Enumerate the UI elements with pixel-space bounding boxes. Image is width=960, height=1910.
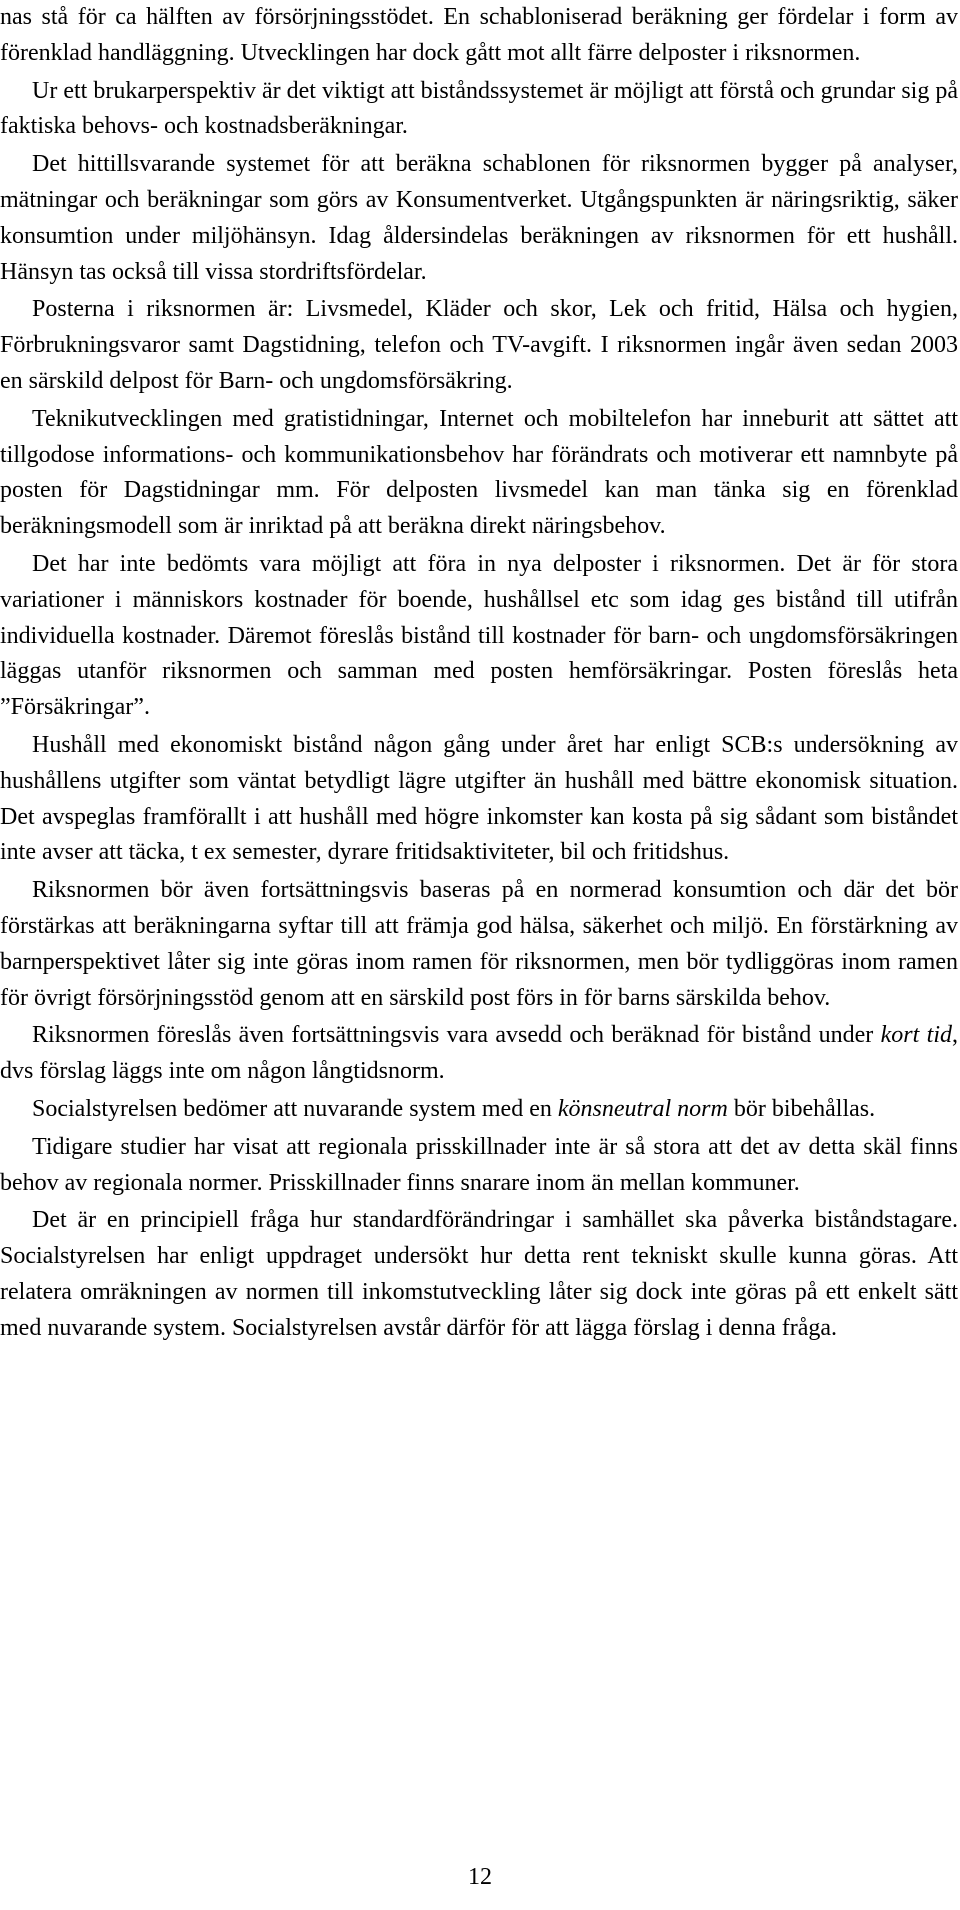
paragraph-7: Hushåll med ekonomiskt bistånd någon gång under året har enligt SCB:s undersökning av hushållens utgifter som väntat betydligt lägre utgifter än hushåll med bättre ekonomisk situation. Det avspeglas framförallt i att hushåll med högre inkomster kan kosta på sig sådant som biståndet inte avser att täcka, t ex semester, dyrare fritidsaktiviteter, bil och fritidshus.	[0, 731, 958, 866]
paragraph-12: Det är en principiell fråga hur standardförändringar i samhället ska påverka biståndstagare. Socialstyrelsen har enligt uppdraget undersökt hur detta rent tekniskt skulle kunna göras. Att relatera omräkningen av normen till inkomstutveckling låter sig dock inte göras på ett enkelt sätt med nuvarande system. Socialstyrelsen avstår därför för att lägga förslag i denna fråga.	[0, 1207, 958, 1341]
paragraph-5: Teknikutvecklingen med gratistidningar, Internet och mobiltelefon har inneburit att sättet att tillgodose informations- och kommunikationsbehov har förändrats och motiverar ett namnbyte på posten för Dagstidningar mm. För delposten livsmedel kan man tänka sig en förenklad beräkningsmodell som är inriktad på att beräkna direkt näringsbehov.	[0, 405, 958, 540]
paragraph-8: Riksnormen bör även fortsättningsvis baseras på en normerad konsumtion och där det bör förstärkas att beräkningarna syftar till att främja god hälsa, säkerhet och miljö. En förstärkning av barnperspektivet låter sig inte göras inom ramen för riksnormen, men bör tydliggöras inom ramen för övrigt försörjningsstöd genom att en särskild post förs in för barns särskilda behov.	[0, 877, 958, 1011]
paragraph-10	[0, 1092, 958, 1128]
paragraph-9	[0, 1018, 958, 1090]
paragraph-3: Det hittillsvarande systemet för att beräkna schablonen för riksnormen bygger på analyser, mätningar och beräkningar som görs av Konsumentverket. Utgångspunkten är näringsriktig, säker konsumtion under miljöhänsyn. Idag åldersindelas beräkningen av riksnormen för ett hushåll. Hänsyn tas också till vissa stordriftsfördelar.	[0, 151, 958, 285]
paragraph-11: Tidigare studier har visat att regionala prisskillnader inte är så stora att det av detta skäl finns behov av regionala normer. Prisskillnader finns snarare inom än mellan kommuner.	[0, 1133, 958, 1196]
paragraph-6: Det har inte bedömts vara möjligt att föra in nya delposter i riksnormen. Det är för stora variationer i människors kostnader för boende, hushållsel etc som idag ges bistånd till utifrån individuella kostnader. Däremot föreslås bistånd till kostnader för barn- och ungdomsförsäkringen läggas utanför riksnormen och samman med posten hemförsäkringar. Posten föreslås heta ”Försäkringar”.	[0, 550, 958, 721]
page-number: 12	[468, 1864, 492, 1890]
paragraph-2: Ur ett brukarperspektiv är det viktigt att biståndssystemet är möjligt att förstå och grundar sig på faktiska behovs- och kostnadsberäkningar.	[0, 77, 958, 140]
paragraph-10-emphasis: könsneutral norm	[557, 1095, 728, 1122]
paragraph-9-emphasis: kort tid	[880, 1022, 953, 1049]
paragraph-1: nas stå för ca hälften av försörjningsstödet. En schabloniserad beräkning ger fördelar i form av förenklad handläggning. Utvecklingen har dock gått mot allt färre delposter i riksnormen.	[0, 4, 958, 66]
paragraph-9-text-end: , dvs förslag läggs inte om någon långtidsnorm.	[0, 1022, 959, 1085]
paragraph-9-text-start: Riksnormen föreslås även fortsättningsvis vara avsedd och beräknad för bistånd under	[32, 1022, 881, 1049]
paragraph-10-text-end: bör bibehållas.	[727, 1095, 876, 1122]
paragraph-4: Posterna i riksnormen är: Livsmedel, Kläder och skor, Lek och fritid, Hälsa och hygien, Förbrukningsvaror samt Dagstidning, telefon och TV-avgift. I riksnormen ingår även sedan 2003 en särskild delpost för Barn- och ungdomsförsäkring.	[0, 296, 958, 394]
paragraph-10-text-start: Socialstyrelsen bedömer att nuvarande system med en	[32, 1095, 558, 1122]
